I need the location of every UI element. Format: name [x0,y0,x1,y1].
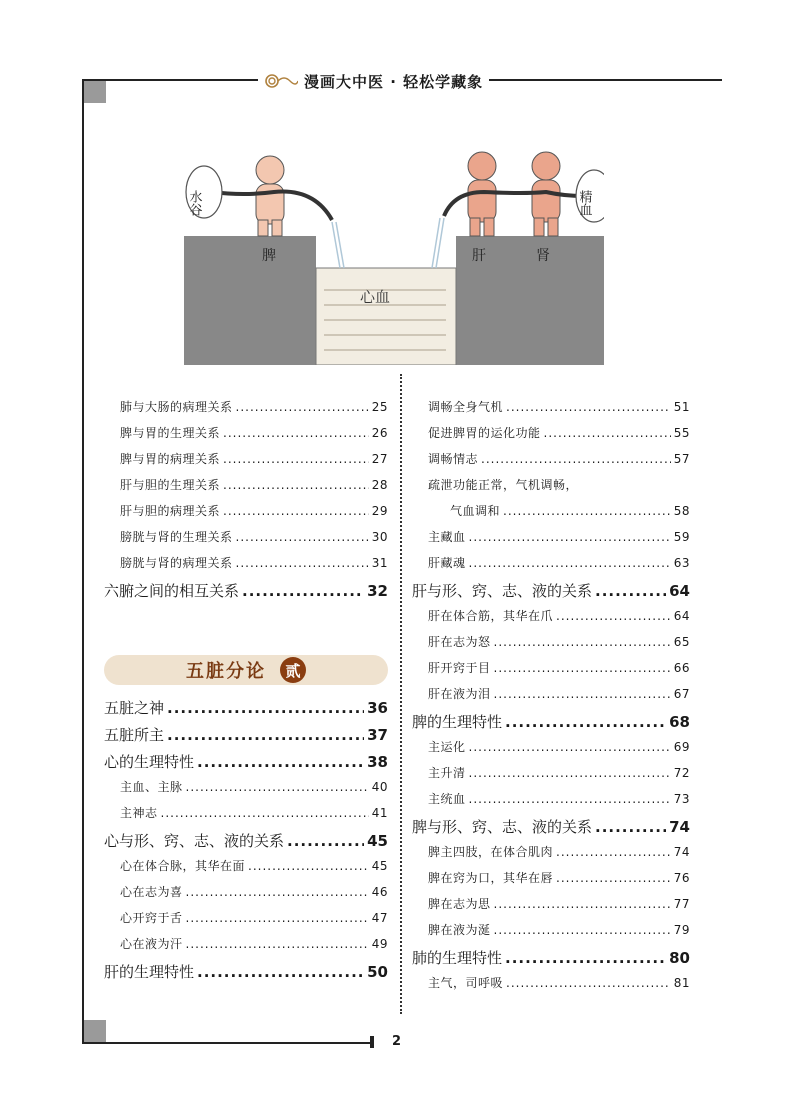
swirl-ornament-icon [264,73,298,89]
toc-entry[interactable]: 肝在志为怒 ..... 65 [412,633,690,659]
right-bubble-label: 精血 [576,190,592,216]
toc-entry[interactable]: 肺与大肠的病理关系 ..... 25 [104,398,388,424]
toc-main-entry[interactable]: 肺的生理特性 ..... 80 [412,947,690,974]
toc-entry[interactable]: 主神志 ..... 41 [104,804,388,830]
toc-entry[interactable]: 心在液为汗 ..... 49 [104,935,388,961]
pool-label: 心血 [360,288,391,306]
section-title: 五脏分论 [186,661,266,682]
toc-entry[interactable]: 脾与胃的病理关系 ..... 27 [104,450,388,476]
toc-entry[interactable]: 肝开窍于目 ..... 66 [412,659,690,685]
kidney-label: 肾 [536,248,550,264]
left-bubble-label: 水谷 [186,190,202,216]
toc-entry[interactable]: 主气，司呼吸 ..... 81 [412,974,690,1000]
spleen-label: 脾 [262,248,276,264]
toc-entry[interactable]: 脾与胃的生理关系 ..... 26 [104,424,388,450]
toc-entry[interactable]: 肝藏魂 ..... 63 [412,554,690,580]
toc-entry[interactable]: 主藏血 ..... 59 [412,528,690,554]
toc-entry[interactable]: 主统血 ..... 73 [412,790,690,816]
toc-main-entry[interactable]: 六腑之间的相互关系 ..... 32 [104,580,388,607]
toc-entry[interactable]: 心在志为喜 ..... 46 [104,883,388,909]
toc-left-column [104,398,388,988]
toc-main-entry[interactable]: 肝的生理特性 ..... 50 [104,961,388,988]
toc-entry[interactable]: 调畅全身气机 ..... 51 [412,398,690,424]
toc-entry[interactable]: 肝在体合筋，其华在爪 ..... 64 [412,607,690,633]
cartoon-illustration [184,140,604,365]
toc-entry[interactable]: 心开窍于舌 ..... 47 [104,909,388,935]
running-header [258,70,489,92]
liver-label: 肝 [472,248,486,264]
toc-entry-line1[interactable]: 疏泄功能正常，气机调畅， [428,478,579,492]
toc-entry-line2[interactable]: 气血调和 ..... 58 [412,502,690,528]
section-number-badge: 贰 [280,657,306,683]
toc-main-entry[interactable]: 肝与形、窍、志、液的关系 ..... 64 [412,580,690,607]
toc-right-column [412,398,690,1000]
corner-square-bottom [84,1020,106,1042]
toc-main-entry[interactable]: 心与形、窍、志、液的关系 ..... 45 [104,830,388,857]
frame-left-rule [82,79,84,1044]
toc-entry[interactable]: 心在体合脉，其华在面 ..... 45 [104,857,388,883]
corner-square-top [84,81,106,103]
toc-entry[interactable]: 膀胱与肾的生理关系 ..... 30 [104,528,388,554]
page-marker [370,1036,374,1048]
toc-entry[interactable]: 肝与胆的生理关系 ..... 28 [104,476,388,502]
toc-entry[interactable]: 主升清 ..... 72 [412,764,690,790]
toc-main-entry[interactable]: 五脏之神 ..... 36 [104,697,388,724]
toc-main-entry[interactable]: 脾与形、窍、志、液的关系 ..... 74 [412,816,690,843]
toc-entry[interactable]: 脾在窍为口，其华在唇 ..... 76 [412,869,690,895]
toc-entry[interactable]: 膀胱与肾的病理关系 ..... 31 [104,554,388,580]
toc-entry[interactable]: 肝与胆的病理关系 ..... 29 [104,502,388,528]
toc-entry[interactable]: 调畅情志 ..... 57 [412,450,690,476]
toc-main-entry[interactable]: 心的生理特性 ..... 38 [104,751,388,778]
toc-entry[interactable]: 脾主四肢，在体合肌肉 ..... 74 [412,843,690,869]
frame-bottom-rule [82,1042,372,1044]
toc-entry[interactable]: 主血、主脉 ..... 40 [104,778,388,804]
page-number: 2 [392,1034,402,1049]
toc-main-entry[interactable]: 脾的生理特性 ..... 68 [412,711,690,738]
toc-main-entry[interactable]: 五脏所主 ..... 37 [104,724,388,751]
toc-entry[interactable]: 肝在液为泪 ..... 67 [412,685,690,711]
column-divider [400,374,402,1014]
toc-entry[interactable]: 脾在志为思 ..... 77 [412,895,690,921]
toc-entry[interactable]: 脾在液为涎 ..... 79 [412,921,690,947]
toc-entry[interactable]: 主运化 ..... 69 [412,738,690,764]
section-banner [104,655,388,685]
header-title: 漫画大中医 · 轻松学藏象 [304,72,484,91]
toc-entry[interactable]: 促进脾胃的运化功能 ..... 55 [412,424,690,450]
